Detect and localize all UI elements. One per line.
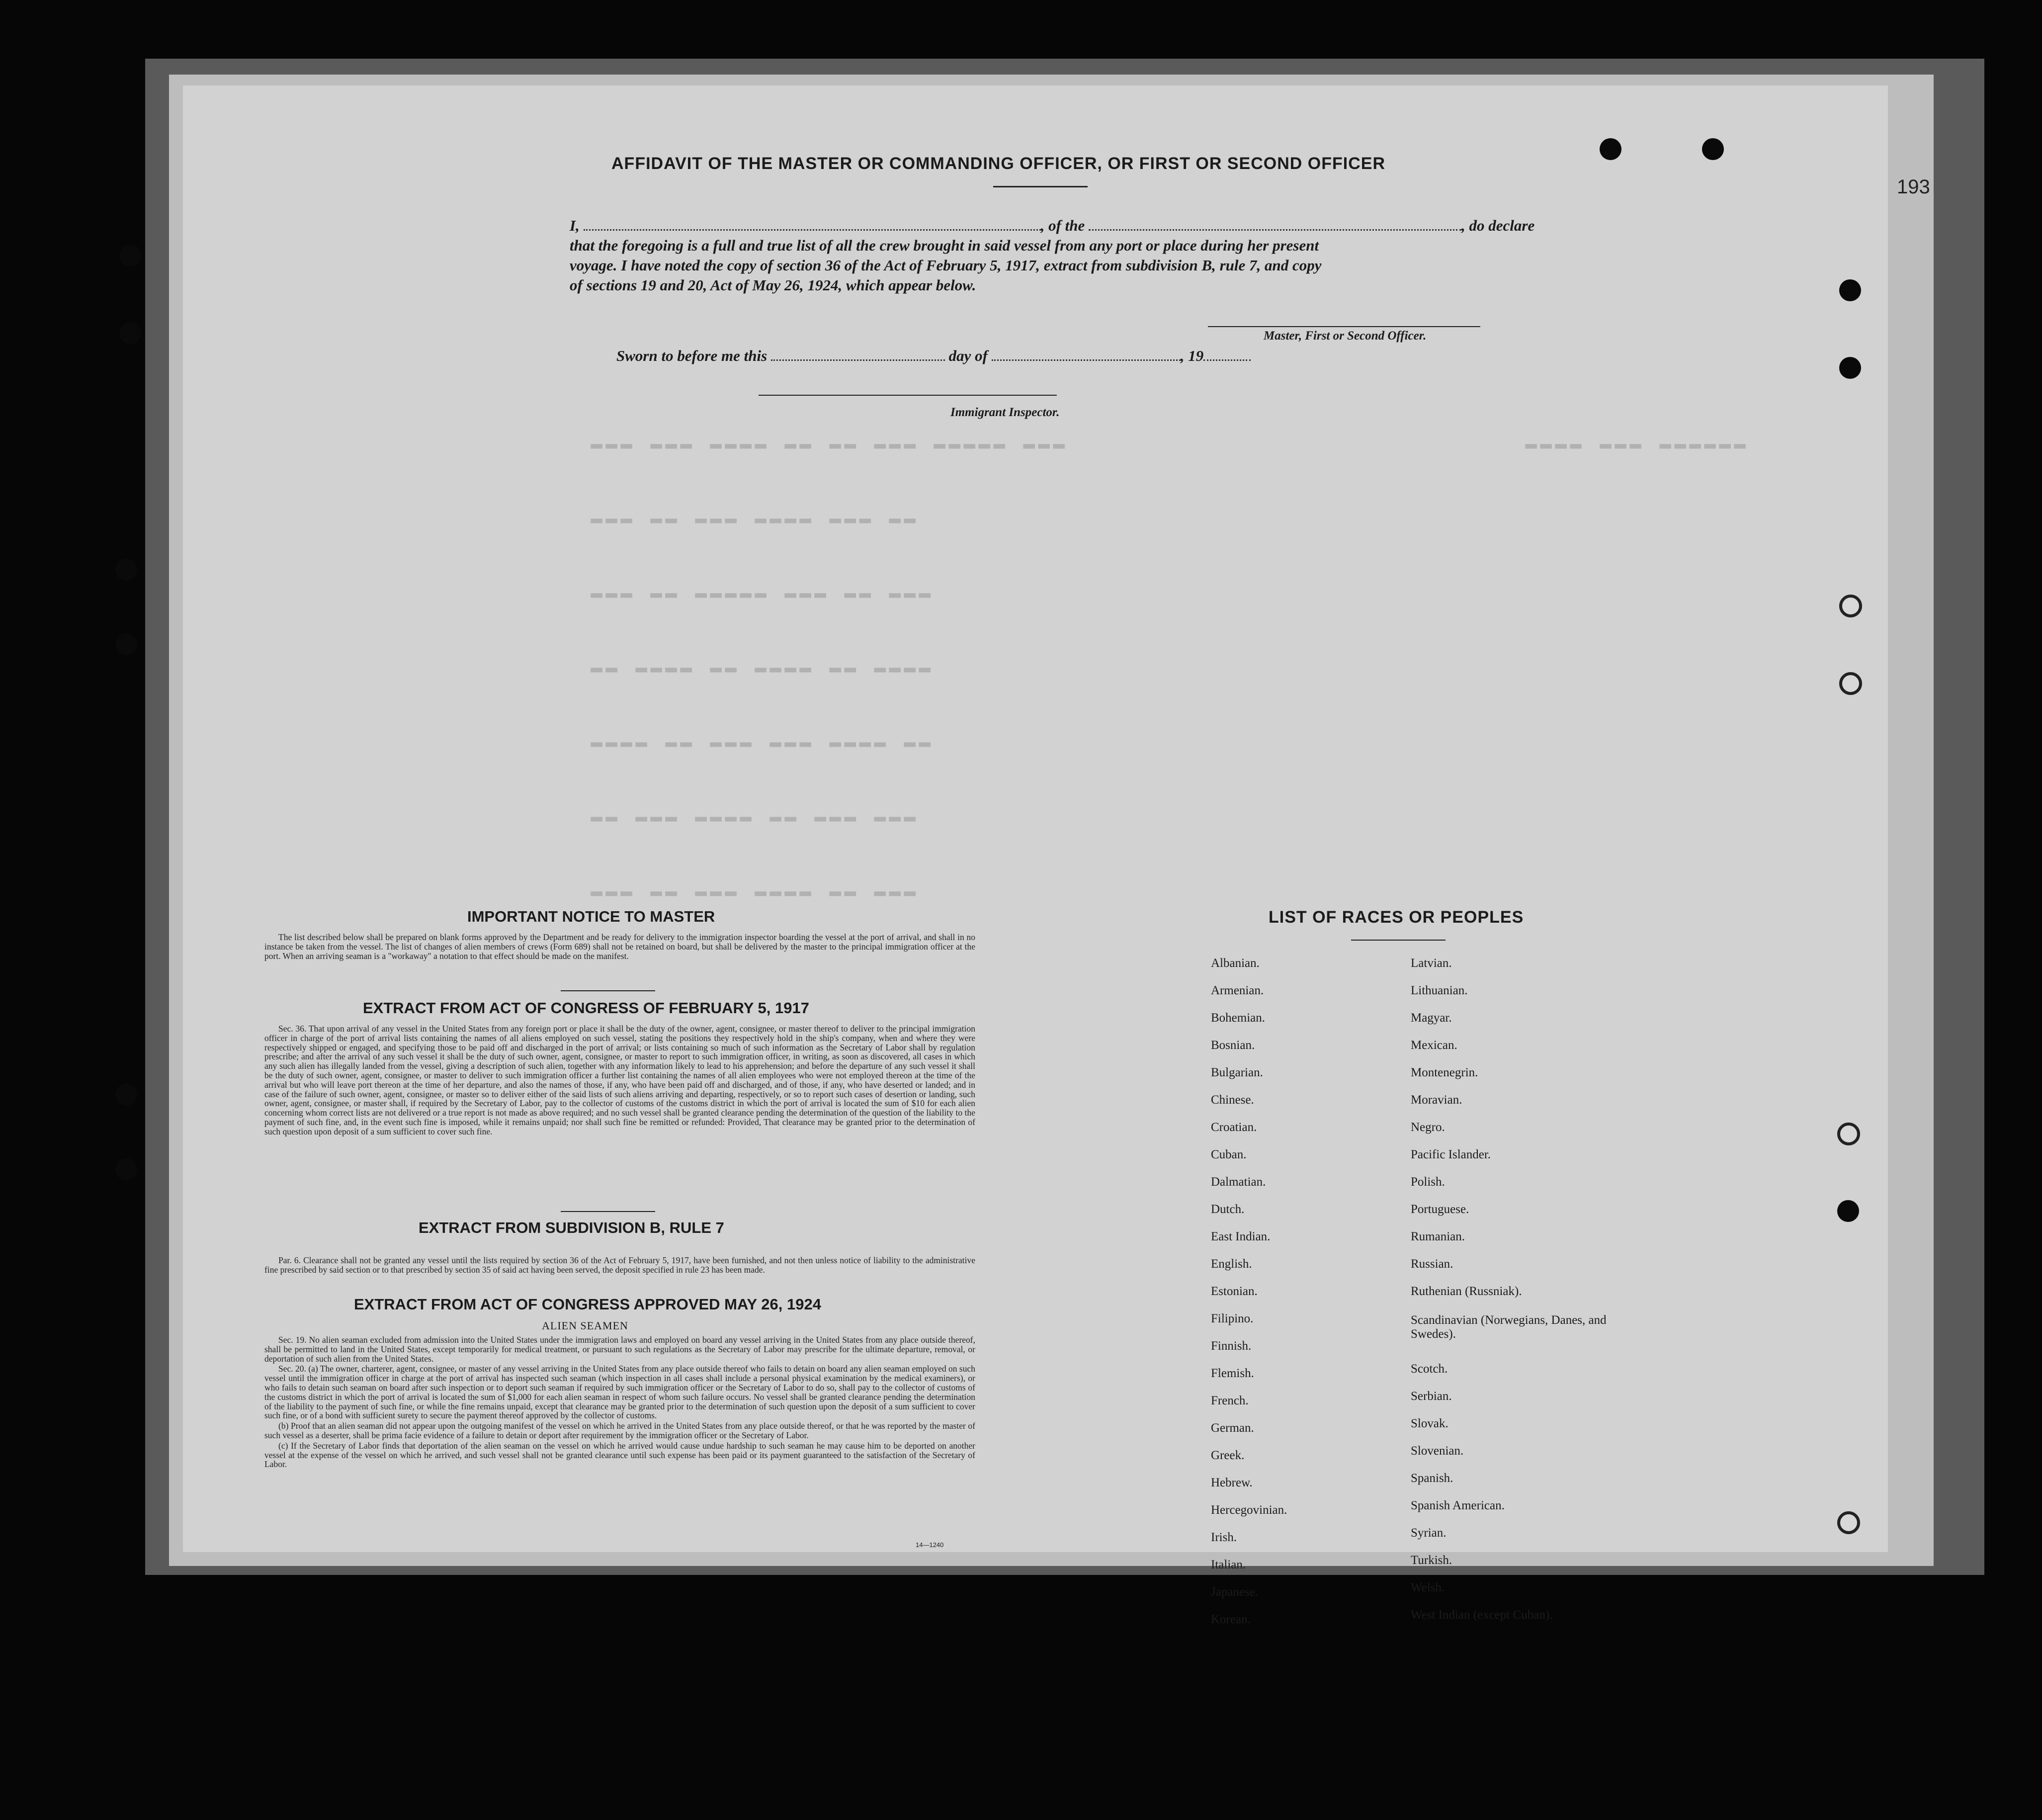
binder-hole: [115, 1158, 137, 1180]
race-item: Moravian.: [1411, 1093, 1462, 1107]
inspector-caption: Immigrant Inspector.: [950, 406, 1060, 419]
race-item: Dutch.: [1211, 1203, 1245, 1216]
inspector-signature-line: [759, 395, 1057, 396]
binder-hole: [115, 1084, 137, 1106]
race-item: Irish.: [1211, 1531, 1237, 1544]
race-item: Hebrew.: [1211, 1476, 1253, 1489]
extract-1924-title: EXTRACT FROM ACT OF CONGRESS APPROVED MAY 26, 1924: [354, 1296, 821, 1313]
race-item: Flemish.: [1211, 1367, 1254, 1380]
race-item: Montenegrin.: [1411, 1066, 1478, 1079]
race-item: Polish.: [1411, 1175, 1445, 1189]
binder-hole: [1837, 1511, 1860, 1534]
race-item: Hercegovinian.: [1211, 1503, 1287, 1517]
affidavit-title: AFFIDAVIT OF THE MASTER OR COMMANDING OFFICER, OR FIRST OR SECOND OFFICER: [611, 154, 1385, 173]
race-item: Chinese.: [1211, 1093, 1254, 1107]
race-item: Scandinavian (Norwegians, Danes, and Swedes).: [1411, 1313, 1607, 1341]
bleed-through: ▬▬▬ ▬▬ ▬▬▬ ▬▬▬▬ ▬▬▬ ▬▬: [591, 508, 919, 530]
races-title: LIST OF RACES OR PEOPLES: [1269, 908, 1524, 927]
race-item: Slovenian.: [1411, 1444, 1464, 1458]
race-item: Albanian.: [1211, 956, 1260, 970]
bleed-through: ▬▬▬▬ ▬▬▬ ▬▬▬▬▬▬: [1525, 433, 1749, 456]
race-item: Spanish American.: [1411, 1499, 1505, 1512]
binder-hole: [119, 322, 141, 344]
extract-1917-title: EXTRACT FROM ACT OF CONGRESS OF FEBRUARY 5, 1917: [363, 999, 809, 1017]
race-item: Scotch.: [1411, 1362, 1448, 1376]
race-item: Bosnian.: [1211, 1039, 1255, 1052]
race-item: Turkish.: [1411, 1554, 1452, 1567]
binder-hole: [115, 633, 137, 655]
race-item: West Indian (except Cuban).: [1411, 1608, 1553, 1622]
race-item: Filipino.: [1211, 1312, 1254, 1325]
race-item: Estonian.: [1211, 1285, 1258, 1298]
race-item: Croatian.: [1211, 1121, 1257, 1134]
race-item: Dalmatian.: [1211, 1175, 1266, 1189]
title-rule: [993, 186, 1088, 187]
race-item: German.: [1211, 1421, 1254, 1435]
race-item: Bohemian.: [1211, 1011, 1266, 1025]
bleed-through: ▬▬▬▬ ▬▬ ▬▬▬ ▬▬▬ ▬▬▬▬ ▬▬: [591, 732, 934, 754]
binder-hole: [1839, 672, 1862, 695]
binder-hole: [1839, 279, 1861, 301]
bleed-through: ▬▬▬ ▬▬▬ ▬▬▬▬ ▬▬ ▬▬ ▬▬▬ ▬▬▬▬▬ ▬▬▬: [591, 433, 1068, 456]
affidavit-text-line: of sections 19 and 20, Act of May 26, 1924, which appear below.: [570, 276, 976, 294]
race-item: Ruthenian (Russniak).: [1411, 1285, 1522, 1298]
race-item: Welsh.: [1411, 1581, 1445, 1594]
section-rule: [561, 990, 655, 991]
bleed-through: ▬▬ ▬▬▬▬ ▬▬ ▬▬▬▬ ▬▬ ▬▬▬▬: [591, 657, 934, 680]
race-item: Syrian.: [1411, 1526, 1446, 1540]
extract-1924-text: [264, 1335, 975, 1470]
race-item: Rumanian.: [1411, 1230, 1465, 1243]
race-item: Serbian.: [1411, 1389, 1452, 1403]
race-item: Finnish.: [1211, 1339, 1252, 1353]
races-title-rule: [1351, 940, 1446, 941]
sworn-line: Sworn to before me this day of , 19: [616, 347, 1251, 365]
extract-1917-text: Sec. 36. That upon arrival of any vessel in the United States from any foreign port or place it shall be the duty of the owner, agent, consignee, or master thereof to deliver to the principal immigration officer in charge of the port of arrival lists containing the names of all aliens employed on such vessel, stating the positions they respectively hold in the ship's company, when and where they were respectively shipped or engaged, and specifying those to be paid off and discharged in the port of arrival; or lists containing so much of such information as the Secretary of Labor shall by regulation prescribe; and after the arrival of any such vessel it shall be the duty of such owner, agent, consignee, or master to report to such immigration officer, in writing, as soon as discovered, all cases in which any such alien has illegally landed from the vessel, giving a description of such alien, together with any information likely to lead to his apprehension; and before the departure of any such vessel it shall be the duty of such owner, agent, consignee, or master to deliver to such immigration officer a further list containing the names of all alien employees who were not employed thereon at the time of the arrival but who will leave port thereon at the time of her departure, and also the names of those, if any, who have been paid off and discharged, and of those, if any, who have deserted or landed; and in case of the failure of such owner, agent, consignee, or master so to deliver either of the said lists of such aliens arriving and departing, respectively, or so to report such cases of desertion or landing, such owner, agent, consignee, or master shall, if required by the Secretary of Labor, pay to the collector of customs of the customs district in which the port of arrival is located the sum of $10 for each alien concerning whom correct lists are not delivered or a true report is not made as above required; and no such vessel shall be granted clearance pending the determination of the question of the liability to the payment of such fine, and, in the event such fine is imposed, while it remains unpaid; nor shall such fine be remitted or refunded: Provided, That clearance may be granted prior to the determination of such question upon deposit of a sum sufficient to cover such fine.: [264, 1024, 975, 1136]
race-item: Portuguese.: [1411, 1203, 1469, 1216]
notice-title: IMPORTANT NOTICE TO MASTER: [467, 908, 715, 925]
race-item: Cuban.: [1211, 1148, 1247, 1161]
section-rule: [561, 1211, 655, 1212]
race-item: East Indian.: [1211, 1230, 1271, 1243]
race-item: Japanese.: [1211, 1585, 1259, 1599]
section-20c: (c) If the Secretary of Labor finds that deportation of the alien seaman on the vessel on which he arrived would cause undue hardship to such seaman he may cause him to be deported on another vessel at the expense of the vessel on which he arrived, and such vessel shall not be granted clearance until such expense has been paid or its payment guaranteed to the satisfaction of the Secretary of Labor.: [264, 1440, 975, 1470]
race-item: Lithuanian.: [1411, 984, 1468, 997]
bleed-through: ▬▬▬ ▬▬ ▬▬▬ ▬▬▬▬ ▬▬ ▬▬▬: [591, 881, 919, 903]
race-item: Latvian.: [1411, 956, 1452, 970]
binder-hole: [1837, 1123, 1860, 1145]
race-item: Negro.: [1411, 1121, 1445, 1134]
race-item: Russian.: [1411, 1257, 1453, 1271]
affidavit-text-line: that the foregoing is a full and true list of all the crew brought in said vessel from any port or place during her present: [570, 237, 1319, 254]
binder-hole: [1702, 138, 1724, 160]
affidavit-text-line: voyage. I have noted the copy of section 36 of the Act of February 5, 1917, extract from subdivision B, rule 7, and copy: [570, 257, 1322, 274]
binder-hole: [115, 559, 137, 581]
race-item: French.: [1211, 1394, 1249, 1407]
page-number: 193: [1897, 176, 1930, 198]
alien-seamen-subtitle: ALIEN SEAMEN: [542, 1319, 628, 1332]
notice-text: The list described below shall be prepared on blank forms approved by the Department and be ready for delivery to the immigration inspector boarding the vessel at the port of arrival, and shall in no instance be taken from the vessel. The list of changes of alien members of crews (Form 689) shall not be retained on board, but shall be delivered by the master to the principal immigration officer at the port. When an arriving seaman is a "workaway" a notation to that effect should be made on the manifest.: [264, 932, 975, 961]
section-20a: Sec. 20. (a) The owner, charterer, agent, consignee, or master of any vessel arriving in the United States from any place outside thereof who fails to detain on board any alien seaman employed on such vessel until the immigration officer in charge at the port of arrival has inspected such seaman (which inspection in all cases shall include a personal physical examination by the medical examiners), or who fails to detain such seaman on board after such inspection or to deport such seaman if required by such immigration officer or the Secretary of Labor to do so, shall pay to the collector of customs of the customs district in which the port of arrival is located the sum of $1,000 for each alien seaman in respect of whom such failure occurs. No vessel shall be granted clearance pending the determination of the liability to the payment of such fine, or while the fine remains unpaid, except that clearance may be granted prior to the determination of such question upon the deposit of a sum sufficient to cover such fine, or of a bond with sufficient surety to secure the payment thereof approved by the collector of customs.: [264, 1364, 975, 1421]
master-caption: Master, First or Second Officer.: [1264, 329, 1427, 343]
binder-hole: [1600, 138, 1621, 160]
bleed-through: ▬▬▬ ▬▬ ▬▬▬▬▬ ▬▬▬ ▬▬ ▬▬▬: [591, 583, 934, 605]
form-number: 14—1240: [916, 1541, 944, 1549]
rule-7-text: Par. 6. Clearance shall not be granted any vessel until the lists required by section 36 of the Act of February 5, 1917, have been furnished, and not then unless notice of liability to the administrative fine prescribed by said section or to that prescribed by section 35 of said act having been served, the deposit specified in rule 23 has been made.: [264, 1255, 975, 1275]
race-item: Slovak.: [1411, 1417, 1448, 1430]
binder-hole: [119, 245, 141, 266]
bleed-through: ▬▬ ▬▬▬ ▬▬▬▬ ▬▬ ▬▬▬ ▬▬▬: [591, 806, 919, 829]
race-item: Pacific Islander.: [1411, 1148, 1491, 1161]
rule-7-title: EXTRACT FROM SUBDIVISION B, RULE 7: [419, 1219, 724, 1236]
binder-hole: [1839, 357, 1861, 379]
race-item: Magyar.: [1411, 1011, 1452, 1025]
race-item: Korean.: [1211, 1613, 1251, 1626]
race-item: Mexican.: [1411, 1039, 1457, 1052]
document-page: [183, 86, 1888, 1552]
binder-hole: [1839, 595, 1862, 617]
master-signature-line: [1208, 326, 1480, 327]
affidavit-declaration-line: I, , of the , do declare: [570, 217, 1535, 234]
race-item: Italian.: [1211, 1558, 1246, 1571]
section-19: Sec. 19. No alien seaman excluded from admission into the United States under the immigration laws and employed on board any vessel arriving in the United States from any place outside thereof, shall be permitted to land in the United States, except temporarily for medical treatment, or pursuant to such regulations as the Secretary of Labor may prescribe for the ultimate departure, removal, or deportation of such alien from the United States.: [264, 1335, 975, 1364]
binder-hole: [1837, 1200, 1859, 1222]
race-item: Armenian.: [1211, 984, 1264, 997]
race-item: Bulgarian.: [1211, 1066, 1263, 1079]
section-20b: (b) Proof that an alien seaman did not appear upon the outgoing manifest of the vessel on which he arrived in the United States from any place outside thereof, or that he was reported by the master of such vessel as a deserter, shall be prima facie evidence of a failure to detain or deport after requirement by the immigration officer or the Secretary of Labor.: [264, 1421, 975, 1440]
race-item: Spanish.: [1411, 1472, 1453, 1485]
race-item: English.: [1211, 1257, 1252, 1271]
race-item: Greek.: [1211, 1449, 1245, 1462]
